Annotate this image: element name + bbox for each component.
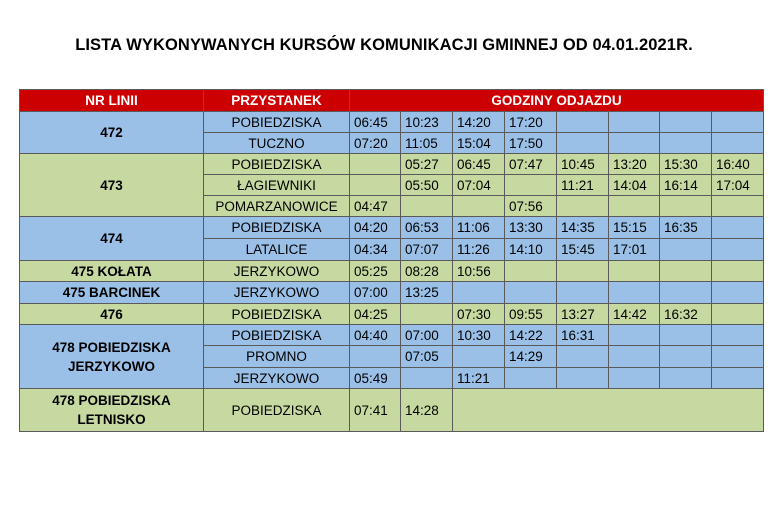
departure-time-cell: 07:47	[505, 154, 557, 175]
header-row	[20, 90, 764, 112]
line-number-cell: 476	[20, 304, 204, 325]
departure-time-cell: 14:28	[401, 389, 453, 432]
departure-time-cell	[660, 133, 712, 154]
stop-cell: TUCZNO	[204, 133, 350, 154]
departure-time-cell	[401, 196, 453, 217]
stop-cell: POBIEDZISKA	[204, 154, 350, 175]
departure-time-cell: 07:00	[401, 325, 453, 346]
departure-time-cell: 15:15	[609, 217, 660, 239]
departure-time-cell	[712, 346, 764, 368]
departure-time-cell: 16:40	[712, 154, 764, 175]
departure-time-cell: 05:49	[350, 368, 401, 389]
stop-cell: POBIEDZISKA	[204, 217, 350, 239]
line-number-cell: 475 BARCINEK	[20, 282, 204, 304]
table-row	[20, 261, 764, 282]
departure-time-cell	[350, 175, 401, 196]
departure-time-cell: 17:04	[712, 175, 764, 196]
departure-time-cell: 14:35	[557, 217, 609, 239]
departure-time-cell	[712, 133, 764, 154]
table-row	[20, 154, 764, 175]
stop-cell: JERZYKOWO	[204, 368, 350, 389]
departure-time-cell	[557, 261, 609, 282]
departure-time-cell	[350, 346, 401, 368]
departure-time-cell: 17:20	[505, 112, 557, 133]
departure-time-cell	[609, 368, 660, 389]
departure-time-cell: 06:45	[453, 154, 505, 175]
line-number-cell: 473	[20, 154, 204, 217]
departure-time-cell	[453, 282, 505, 304]
line-number-cell: 478 POBIEDZISKA LETNISKO	[20, 389, 204, 432]
stop-cell: POBIEDZISKA	[204, 325, 350, 346]
departure-time-cell: 06:53	[401, 217, 453, 239]
departure-time-cell: 04:47	[350, 196, 401, 217]
departure-time-cell	[401, 304, 453, 325]
departure-time-cell	[660, 346, 712, 368]
departure-time-cell: 15:04	[453, 133, 505, 154]
header-stop: PRZYSTANEK	[204, 90, 350, 112]
departure-time-cell: 06:45	[350, 112, 401, 133]
departure-time-cell: 08:28	[401, 261, 453, 282]
departure-time-cell	[557, 112, 609, 133]
table-row	[20, 282, 764, 304]
line-number-cell: 472	[20, 112, 204, 154]
departure-time-cell	[401, 368, 453, 389]
departure-time-cell	[609, 346, 660, 368]
departure-time-cell	[609, 282, 660, 304]
departure-time-cell: 07:04	[453, 175, 505, 196]
departure-time-cell: 14:10	[505, 239, 557, 261]
departure-time-cell: 07:41	[350, 389, 401, 432]
departure-time-cell	[505, 282, 557, 304]
departure-time-cell: 05:50	[401, 175, 453, 196]
departure-time-cell	[609, 196, 660, 217]
departure-time-cell: 13:25	[401, 282, 453, 304]
departure-time-cell: 16:32	[660, 304, 712, 325]
departure-time-cell: 16:31	[557, 325, 609, 346]
departure-time-cell: 10:45	[557, 154, 609, 175]
departure-time-cell	[557, 282, 609, 304]
table-row	[20, 112, 764, 133]
departure-time-cell: 04:20	[350, 217, 401, 239]
stop-cell: JERZYKOWO	[204, 261, 350, 282]
departure-time-cell	[660, 368, 712, 389]
departure-time-cell: 04:25	[350, 304, 401, 325]
departure-time-cell: 11:21	[557, 175, 609, 196]
departure-time-cell: 07:30	[453, 304, 505, 325]
table-row	[20, 325, 764, 346]
departure-time-cell: 10:56	[453, 261, 505, 282]
empty-cell	[453, 389, 764, 432]
departure-time-cell: 07:00	[350, 282, 401, 304]
departure-time-cell: 14:20	[453, 112, 505, 133]
table-row	[20, 304, 764, 325]
timetable	[19, 89, 764, 432]
departure-time-cell	[712, 282, 764, 304]
departure-time-cell	[505, 368, 557, 389]
departure-time-cell	[557, 368, 609, 389]
departure-time-cell: 15:30	[660, 154, 712, 175]
table-row	[20, 389, 764, 432]
departure-time-cell: 14:42	[609, 304, 660, 325]
departure-time-cell: 07:56	[505, 196, 557, 217]
departure-time-cell	[712, 217, 764, 239]
departure-time-cell: 11:26	[453, 239, 505, 261]
departure-time-cell	[712, 112, 764, 133]
departure-time-cell	[712, 196, 764, 217]
departure-time-cell	[712, 239, 764, 261]
departure-time-cell	[609, 261, 660, 282]
departure-time-cell	[712, 325, 764, 346]
departure-time-cell: 17:01	[609, 239, 660, 261]
departure-time-cell: 13:20	[609, 154, 660, 175]
departure-time-cell: 11:05	[401, 133, 453, 154]
departure-time-cell	[557, 133, 609, 154]
departure-time-cell: 04:40	[350, 325, 401, 346]
departure-time-cell: 15:45	[557, 239, 609, 261]
departure-time-cell: 17:50	[505, 133, 557, 154]
header-times: GODZINY ODJAZDU	[350, 90, 764, 112]
departure-time-cell: 07:05	[401, 346, 453, 368]
departure-time-cell: 10:30	[453, 325, 505, 346]
departure-time-cell	[660, 325, 712, 346]
departure-time-cell	[660, 196, 712, 217]
page-title: LISTA WYKONYWANYCH KURSÓW KOMUNIKACJI GMINNEJ OD 04.01.2021R.	[75, 36, 693, 54]
departure-time-cell	[609, 112, 660, 133]
departure-time-cell: 13:30	[505, 217, 557, 239]
departure-time-cell	[557, 196, 609, 217]
departure-time-cell: 14:29	[505, 346, 557, 368]
stop-cell: POBIEDZISKA	[204, 389, 350, 432]
departure-time-cell: 14:22	[505, 325, 557, 346]
header-line: NR LINII	[20, 90, 204, 112]
departure-time-cell	[505, 261, 557, 282]
departure-time-cell	[350, 154, 401, 175]
departure-time-cell	[609, 325, 660, 346]
departure-time-cell	[453, 196, 505, 217]
departure-time-cell	[712, 368, 764, 389]
stop-cell: POBIEDZISKA	[204, 304, 350, 325]
departure-time-cell: 05:25	[350, 261, 401, 282]
table-row	[20, 217, 764, 239]
departure-time-cell: 16:35	[660, 217, 712, 239]
departure-time-cell	[712, 261, 764, 282]
stop-cell: JERZYKOWO	[204, 282, 350, 304]
departure-time-cell: 11:21	[453, 368, 505, 389]
departure-time-cell	[453, 346, 505, 368]
departure-time-cell: 10:23	[401, 112, 453, 133]
departure-time-cell	[660, 112, 712, 133]
departure-time-cell	[660, 261, 712, 282]
departure-time-cell	[557, 346, 609, 368]
departure-time-cell: 11:06	[453, 217, 505, 239]
departure-time-cell: 05:27	[401, 154, 453, 175]
line-number-cell: 478 POBIEDZISKA JERZYKOWO	[20, 325, 204, 389]
departure-time-cell	[660, 239, 712, 261]
departure-time-cell	[609, 133, 660, 154]
departure-time-cell: 07:20	[350, 133, 401, 154]
departure-time-cell: 16:14	[660, 175, 712, 196]
departure-time-cell	[660, 282, 712, 304]
line-number-cell: 475 KOŁATA	[20, 261, 204, 282]
departure-time-cell: 13:27	[557, 304, 609, 325]
departure-time-cell: 07:07	[401, 239, 453, 261]
departure-time-cell	[505, 175, 557, 196]
departure-time-cell: 14:04	[609, 175, 660, 196]
line-number-cell: 474	[20, 217, 204, 261]
departure-time-cell: 04:34	[350, 239, 401, 261]
stop-cell: PROMNO	[204, 346, 350, 368]
stop-cell: POBIEDZISKA	[204, 112, 350, 133]
stop-cell: ŁAGIEWNIKI	[204, 175, 350, 196]
departure-time-cell	[712, 304, 764, 325]
stop-cell: POMARZANOWICE	[204, 196, 350, 217]
stop-cell: LATALICE	[204, 239, 350, 261]
departure-time-cell: 09:55	[505, 304, 557, 325]
